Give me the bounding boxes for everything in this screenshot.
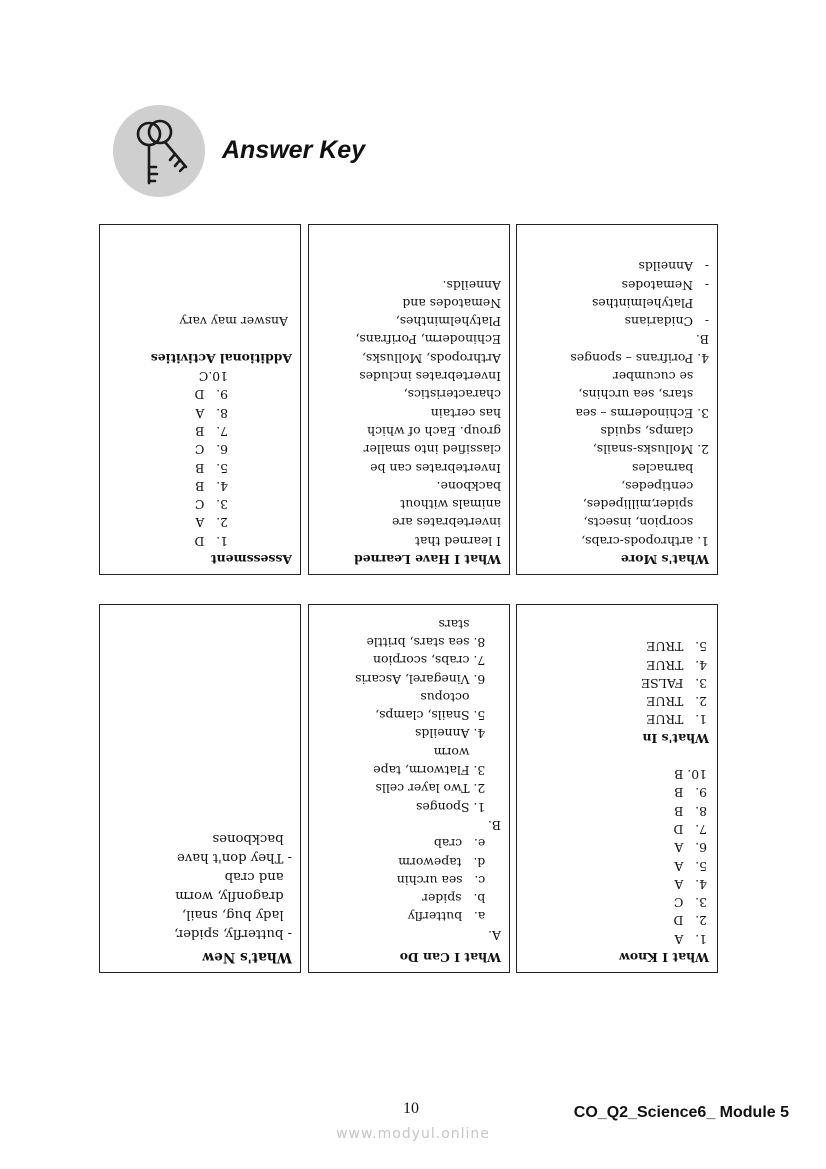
- list-item: 9. B: [674, 785, 707, 801]
- list-item: 5. TRUE: [646, 639, 707, 655]
- list-item: 1. D: [194, 533, 228, 549]
- list-item: 2. D: [673, 913, 707, 929]
- card-what-i-can-do: [308, 604, 510, 973]
- list-item: 1. TRUE: [646, 712, 707, 728]
- list-item: 1. arthropods-crabs,: [581, 533, 709, 549]
- list-item: 3. Flatworm, tape: [373, 763, 501, 779]
- list-item: 1. A: [674, 931, 707, 947]
- list-item: centipedes,: [621, 478, 709, 494]
- list-item: - butterfly, spider,: [174, 926, 292, 941]
- watermark-text: www.modyul.online: [336, 1126, 490, 1142]
- note-text: Answer may vary: [179, 314, 288, 330]
- list-item: 8. B: [674, 803, 707, 819]
- list-item: - Anneilds: [638, 259, 709, 275]
- list-item: c. sea urchin: [396, 872, 501, 888]
- list-item: e. crab: [433, 836, 501, 852]
- card-title: What's More: [620, 552, 709, 567]
- card-title: Assessment: [210, 552, 292, 567]
- list-item: 3. FALSE: [641, 675, 707, 691]
- list-item: 5. A: [674, 858, 707, 874]
- list-item: clamps, squids: [600, 423, 709, 439]
- list-item: 10. B: [674, 767, 707, 783]
- list-item: 4. B: [195, 478, 228, 494]
- list-item: lady bug, snail,: [181, 907, 292, 922]
- list-item: Anneilds.: [442, 277, 501, 293]
- list-item: 2. TRUE: [646, 694, 707, 710]
- section-title: What's In: [642, 730, 709, 746]
- card-whats-more: [516, 224, 718, 575]
- list-item: classified into smaller: [363, 442, 501, 458]
- list-item: 6. Vinegarel, Ascaris: [355, 671, 501, 687]
- list-item: b. spider: [422, 891, 501, 907]
- card-whats-new: [99, 604, 301, 973]
- list-item: A.: [488, 927, 501, 943]
- list-item: 1. Sponges: [416, 799, 501, 815]
- list-item: - Cnidarians: [624, 314, 709, 330]
- list-item: animals without: [400, 497, 501, 513]
- list-item: group. Each of which: [367, 423, 501, 439]
- list-item: 4. Porifrans – sponges: [570, 350, 709, 366]
- list-item: B.: [695, 332, 709, 348]
- list-item: 8. A: [195, 405, 228, 421]
- list-item: I learned that: [415, 533, 501, 549]
- list-item: 6. A: [674, 840, 707, 856]
- list-item: Invertebrates includes: [359, 369, 501, 385]
- list-item: invertebrates are: [391, 515, 501, 531]
- card-assessment: [99, 224, 301, 575]
- card-title: What I Have Learned: [354, 552, 501, 567]
- list-item: se cucumber: [612, 369, 709, 385]
- list-item: 3. C: [194, 497, 228, 513]
- list-item: d. tapeworm: [398, 854, 501, 870]
- list-item: dragonfly, worm: [175, 888, 292, 903]
- list-item: 9. D: [194, 387, 228, 403]
- list-item: 5. Snails, clamps,: [375, 708, 501, 724]
- keys-icon: [113, 105, 205, 197]
- list-item: 2. Mollusks-snails,: [592, 442, 709, 458]
- list-item: barnacles: [632, 460, 709, 476]
- list-item: - Nematodes: [621, 277, 709, 293]
- list-item: 2. Two layer cells: [375, 781, 501, 797]
- list-item: 10.C: [198, 369, 228, 385]
- list-item: Platyhelminthes,: [395, 314, 501, 330]
- list-item: stars: [438, 616, 501, 632]
- list-item: Echinoderm, Porifrans,: [355, 332, 501, 348]
- module-code: CO_Q2_Science6_ Module 5: [573, 1104, 789, 1121]
- list-item: 4. Anneilds: [415, 726, 501, 742]
- list-item: 6. C: [194, 442, 228, 458]
- card-title: What I Know: [619, 950, 709, 965]
- card-what-i-have-learned: [308, 224, 510, 575]
- list-item: worm: [433, 744, 501, 760]
- list-item: Arthropods, Mollusks,: [362, 350, 501, 366]
- card-title: What I Can Do: [399, 950, 501, 965]
- list-item: Invertebrates can be: [370, 460, 501, 476]
- list-item: scorpion, insects,: [583, 515, 709, 531]
- list-item: octopus: [420, 689, 501, 705]
- list-item: a. butterfly: [407, 909, 501, 925]
- list-item: characteristics,: [403, 387, 501, 403]
- list-item: Platyhelminthes: [591, 295, 709, 311]
- list-item: - They don't have: [177, 850, 292, 865]
- list-item: 7. crabs, scorpion: [373, 653, 501, 669]
- list-item: stars, sea urchins,: [578, 387, 709, 403]
- list-item: 4. A: [674, 876, 707, 892]
- list-item: backbones: [212, 831, 292, 846]
- page-title: Answer Key: [222, 136, 366, 164]
- section-title: Additional Activities: [150, 350, 292, 366]
- page-number: 10: [403, 1100, 419, 1117]
- list-item: backbone.: [436, 478, 501, 494]
- list-item: Nematodes and: [402, 295, 501, 311]
- list-item: 4. TRUE: [646, 657, 707, 673]
- list-item: and crab: [224, 869, 292, 884]
- list-item: 7. D: [673, 821, 707, 837]
- list-item: 7. B: [195, 423, 228, 439]
- card-title: What's New: [202, 949, 292, 965]
- card-what-i-know: [516, 604, 718, 973]
- list-item: spider,millipedes,: [582, 497, 709, 513]
- list-item: 2. A: [195, 515, 228, 531]
- list-item: 8. sea stars, brittle: [366, 634, 501, 650]
- list-item: 3. Echinoderms – sea: [575, 405, 709, 421]
- list-item: B.: [487, 817, 501, 833]
- list-item: has certain: [430, 405, 501, 421]
- list-item: 3. C: [673, 895, 707, 911]
- list-item: 5. B: [195, 460, 228, 476]
